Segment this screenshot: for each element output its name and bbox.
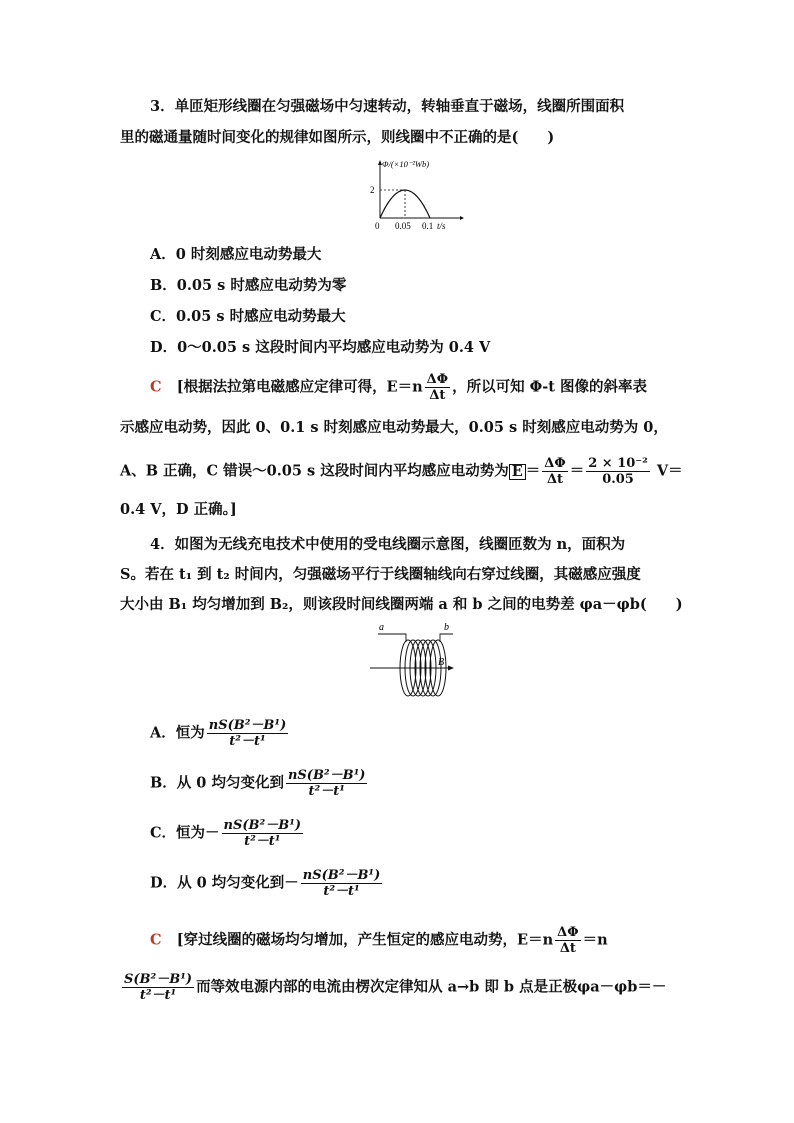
q3-option-a: A．0 时刻感应电动势最大: [150, 246, 322, 263]
lead-b: [440, 634, 453, 642]
q3-stem-line2: 里的磁通量随时间变化的规律如图所示，则线圈中不正确的是( ): [120, 129, 555, 146]
x-tick-01: 0.1: [422, 221, 434, 231]
q4-option-d: D．从 0 均匀变化到－ $\frac{\text{nS(B²－B¹)}}{\text{t²－t¹}}$: [150, 868, 381, 899]
flux-time-graph: [365, 155, 470, 233]
q4-answer: C: [150, 931, 162, 949]
q4-option-c: C．恒为－ $\frac{\text{nS(B²－B¹)}}{\text{t²－t¹}}$: [150, 818, 302, 849]
q4-explanation-line1: C [穿过线圈的磁场均匀增加，产生恒定的感应电动势，E＝n $\frac{\Delta\Phi}{\Delta t}$ ＝n: [150, 925, 608, 956]
q3-explanation-line1: C [根据法拉第电磁感应定律可得，E＝n $\frac{\Delta\Phi}{\Delta t}$ ，所以可知 Φ-t 图像的斜率表: [150, 372, 648, 403]
q3-explanation-line4: 0.4 V，D 正确。]: [120, 501, 237, 518]
q4-option-a: A．恒为 $\frac{\text{nS(B²－B¹)}}{\text{t²－t¹}}$: [150, 718, 287, 749]
q3-explanation-line2: 示感应电动势，因此 0、0.1 s 时刻感应电动势最大，0.05 s 时刻感应电动势为 0，: [120, 419, 668, 436]
q4-stem-line1: 4．如图为无线充电技术中使用的受电线圈示意图，线圈匝数为 n，面积为: [150, 536, 626, 553]
q3-option-b: B．0.05 s 时感应电动势为零: [150, 277, 347, 294]
x-axis-label: t/s: [437, 221, 446, 231]
mean-emf-box: E: [509, 464, 526, 480]
q3-answer: C: [150, 378, 162, 396]
q4-stem-line2: S。若在 t₁ 到 t₂ 时间内，匀强磁场平行于线圈轴线向右穿过线圈，其磁感应强度: [120, 566, 641, 583]
q4-stem-line3: 大小由 B₁ 均匀增加到 B₂，则该段时间线圈两端 a 和 b 之间的电势差 φa－φb( ): [120, 596, 683, 613]
label-a: a: [379, 622, 384, 633]
coil-diagram: [368, 620, 463, 710]
y-tick-2: 2: [370, 185, 375, 195]
y-axis-label: Φ/(×10⁻²Wb): [382, 159, 430, 169]
q3-option-c: C．0.05 s 时感应电动势最大: [150, 308, 346, 325]
q3-option-d: D．0～0.05 s 这段时间内平均感应电动势为 0.4 V: [150, 339, 491, 356]
x-tick-005: 0.05: [395, 221, 411, 231]
q3-stem-line1: 3．单匝矩形线圈在匀强磁场中匀速转动，转轴垂直于磁场，线圈所围面积: [150, 98, 625, 115]
q4-explanation-line2: $\frac{\text{S(B²－B¹)}}{\text{t²－t¹}}$ 而等效电源内部的电流由楞次定律知从 a→b 即 b 点是正极φa－φb＝－: [124, 972, 667, 1003]
q4-option-b: B．从 0 均匀变化到 $\frac{\text{nS(B²－B¹)}}{\text{t²－t¹}}$: [150, 768, 366, 799]
q3-explanation-line3: A、B 正确，C 错误～0.05 s 这段时间内平均感应电动势为 E ＝ $\frac{\Delta\Phi}{\Delta t}$ ＝ $\frac{\text{2 × 10⁻²}}{0.05}$ V＝: [120, 456, 683, 487]
x-tick-0: 0: [375, 221, 380, 231]
label-b: b: [444, 622, 449, 633]
lead-a: [378, 634, 406, 642]
label-B: B: [438, 657, 445, 668]
